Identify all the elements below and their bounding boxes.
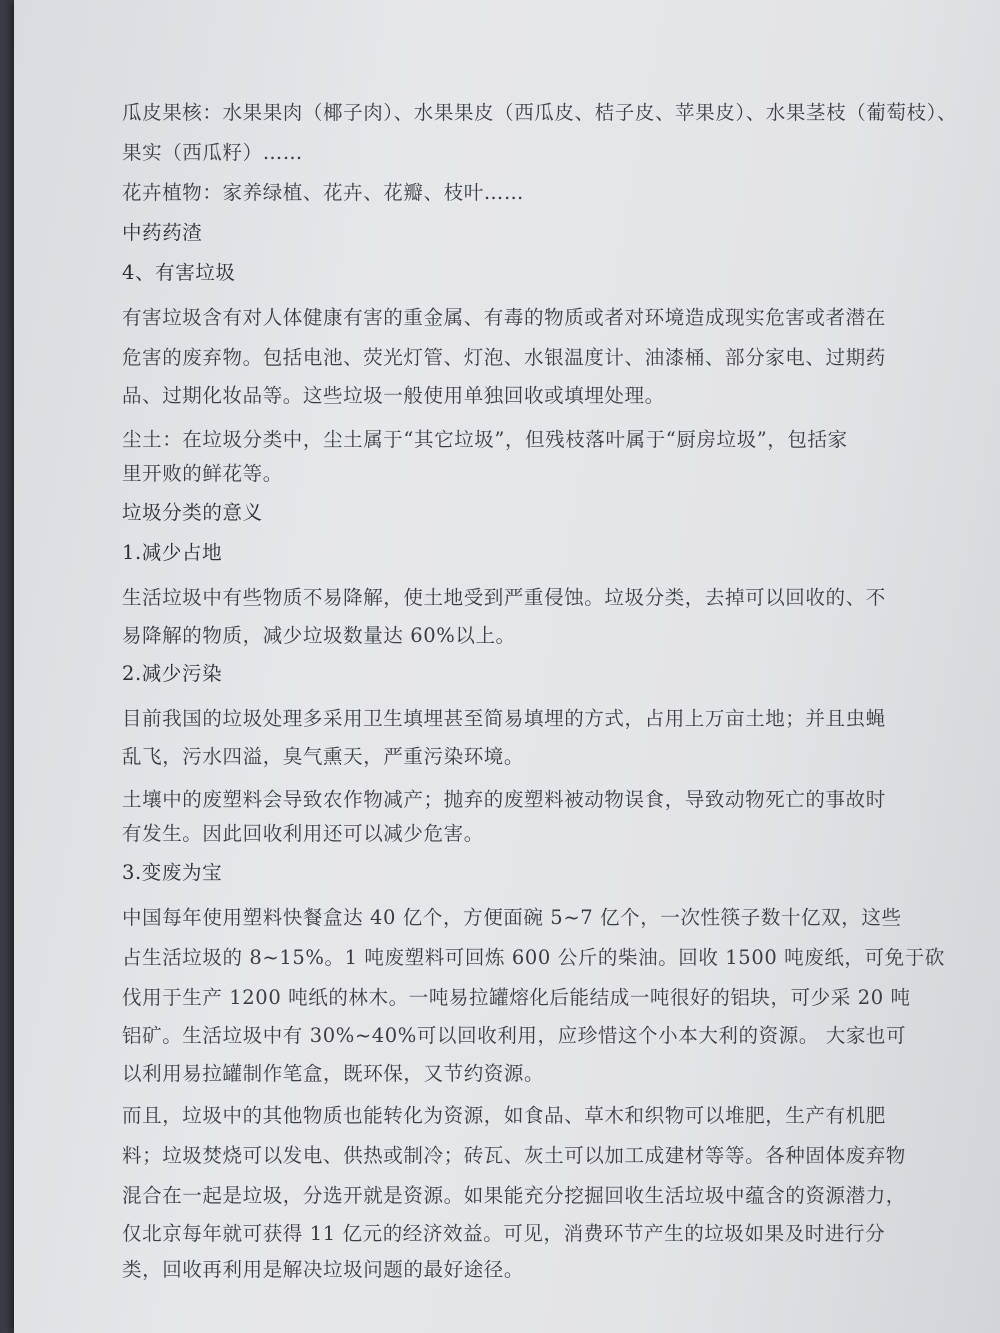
- text-line: 仅北京每年就可获得 11 亿元的经济效益。可见，消费环节产生的垃圾如果及时进行分: [122, 1222, 886, 1245]
- text-line: 果实（西瓜籽）……: [122, 141, 303, 164]
- heading: 1.减少占地: [122, 541, 223, 564]
- text-line: 中国每年使用塑料快餐盒达 40 亿个，方便面碗 5~7 亿个，一次性筷子数十亿双，这些: [122, 906, 902, 929]
- text-line: 占生活垃圾的 8~15%。1 吨废塑料可回炼 600 公斤的柴油。回收 1500 吨废纸，可免于砍: [122, 946, 945, 969]
- text-line: 乱飞，污水四溢，臭气熏天，严重污染环境。: [122, 745, 525, 768]
- text-line: 尘土：在垃圾分类中，尘土属于“其它垃圾”，但残枝落叶属于“厨房垃圾”，包括家: [122, 428, 848, 451]
- paper-page: [14, 0, 1000, 1333]
- text-line: 品、过期化妆品等。这些垃圾一般使用单独回收或填埋处理。: [122, 384, 665, 407]
- text-line: 土壤中的废塑料会导致农作物减产；抛弃的废塑料被动物误食，导致动物死亡的事故时: [122, 788, 886, 811]
- text-line: 料；垃圾焚烧可以发电、供热或制冷；砖瓦、灰土可以加工成建材等等。各种固体废弃物: [122, 1144, 906, 1167]
- text-line: 易降解的物质，减少垃圾数量达 60%以上。: [122, 624, 516, 647]
- text-line: 铝矿。生活垃圾中有 30%~40%可以回收利用，应珍惜这个小本大利的资源。 大家也可: [122, 1024, 907, 1047]
- text-line: 而且，垃圾中的其他物质也能转化为资源，如食品、草木和织物可以堆肥，生产有机肥: [122, 1104, 886, 1127]
- heading: 3.变废为宝: [122, 861, 223, 884]
- text-line: 有害垃圾含有对人体健康有害的重金属、有毒的物质或者对环境造成现实危害或者潜在: [122, 306, 886, 329]
- text-line: 危害的废弃物。包括电池、荧光灯管、灯泡、水银温度计、油漆桶、部分家电、过期药: [122, 346, 886, 369]
- text-line: 伐用于生产 1200 吨纸的林木。一吨易拉罐熔化后能结成一吨很好的铝块，可少采 20 吨: [122, 986, 911, 1009]
- text-line: 类，回收再利用是解决垃圾问题的最好途径。: [122, 1258, 525, 1281]
- text-line: 生活垃圾中有些物质不易降解，使土地受到严重侵蚀。垃圾分类，去掉可以回收的、不: [122, 586, 886, 609]
- heading: 中药药渣: [122, 221, 203, 244]
- text-line: 花卉植物：家养绿植、花卉、花瓣、枝叶……: [122, 181, 525, 204]
- text-line: 瓜皮果核：水果果肉（椰子肉）、水果果皮（西瓜皮、桔子皮、苹果皮）、水果茎枝（葡萄枝）、: [122, 101, 958, 124]
- heading: 垃圾分类的意义: [122, 501, 263, 524]
- text-line: 混合在一起是垃圾，分选开就是资源。如果能充分挖掘回收生活垃圾中蕴含的资源潜力，: [122, 1184, 906, 1207]
- heading: 4、有害垃圾: [122, 261, 236, 284]
- text-line: 目前我国的垃圾处理多采用卫生填埋甚至简易填埋的方式，占用上万亩土地；并且虫蝇: [122, 707, 886, 730]
- text-line: 以利用易拉罐制作笔盒，既环保，又节约资源。: [122, 1062, 545, 1085]
- heading: 2.减少污染: [122, 662, 223, 685]
- text-line: 里开败的鲜花等。: [122, 462, 283, 485]
- text-line: 有发生。因此回收利用还可以减少危害。: [122, 822, 484, 845]
